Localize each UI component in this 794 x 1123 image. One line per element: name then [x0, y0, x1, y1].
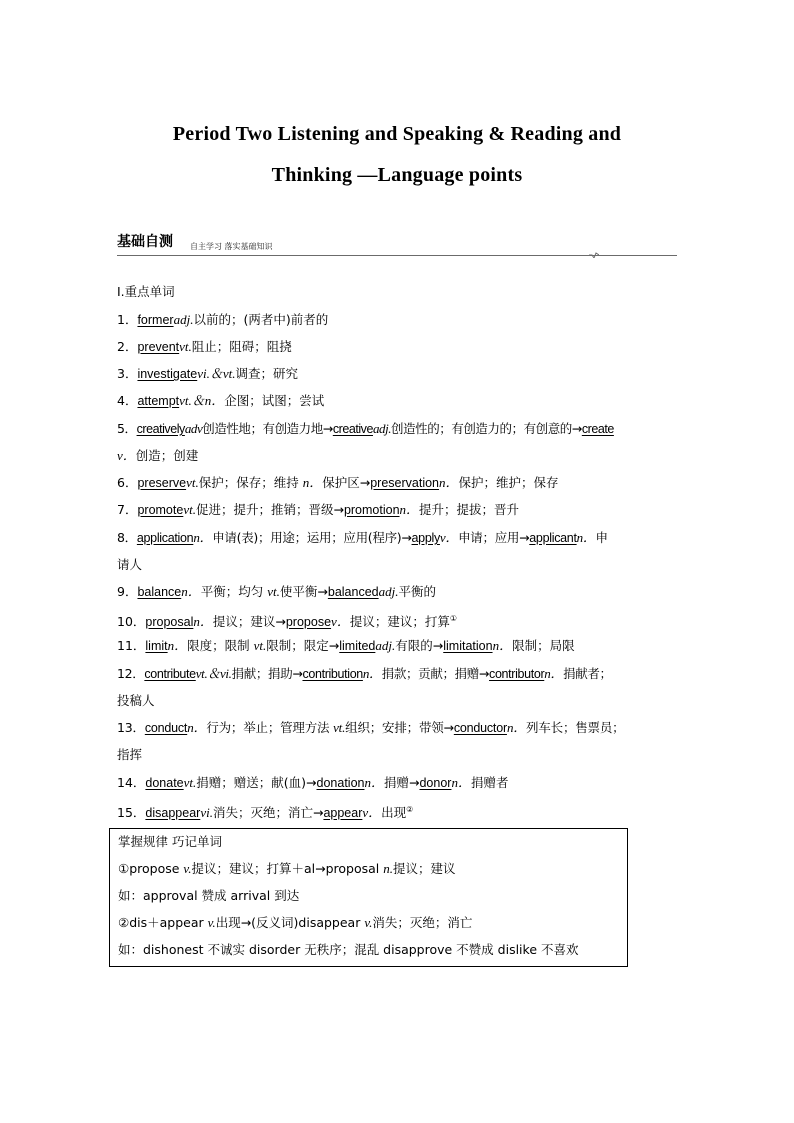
- item-number: 11．: [117, 638, 146, 653]
- tip-line: [118, 859, 456, 877]
- definition: 创造；创建: [135, 448, 199, 463]
- part-of-speech: adv: [184, 421, 203, 436]
- vocab-word: creatively: [136, 422, 185, 436]
- part-of-speech: n．: [181, 584, 201, 599]
- part-of-speech: vi.＆vt.: [197, 366, 236, 381]
- vocab-word: conduct: [144, 721, 188, 735]
- item-number: 10．: [117, 614, 146, 630]
- page-title-line-1: Period Two Listening and Speaking & Reading and: [172, 123, 622, 145]
- definition: 使平衡→: [279, 584, 328, 599]
- part-of-speech: adj.: [375, 638, 396, 653]
- part-of-speech: vt.: [179, 339, 192, 354]
- vocab-item: [117, 637, 575, 655]
- footnote-marker: ②: [406, 805, 414, 814]
- part-of-speech: v．: [117, 448, 136, 463]
- item-number: 15．: [117, 805, 146, 821]
- vocab-word: proposal: [145, 615, 194, 630]
- vocab-word: contribute: [144, 667, 196, 681]
- part-of-speech: n．: [451, 775, 471, 790]
- part-of-speech: n．: [193, 614, 213, 630]
- tip-text: 消失；灭绝；消亡: [372, 915, 473, 930]
- item-number: 13．: [117, 720, 145, 735]
- definition: 创造性地；有创造力地→: [202, 421, 333, 436]
- vocab-word: preserve: [137, 476, 187, 490]
- tip-example: 如：dishonest 不诚实 disorder 无秩序；混乱 disapprove 不赞成 dislike 不喜欢: [118, 942, 579, 957]
- part-of-speech: n．: [167, 638, 188, 653]
- item-number: 14．: [117, 775, 146, 790]
- vocab-item: [117, 392, 324, 410]
- definition: 有限的→: [395, 638, 444, 653]
- related-word: create: [581, 422, 614, 436]
- part-of-speech: n．: [439, 475, 459, 490]
- part-of-speech: v．: [362, 805, 382, 821]
- definition: 限度；限制: [187, 638, 254, 653]
- vocab-item: [117, 719, 624, 737]
- vocab-word: promote: [137, 503, 184, 517]
- definition: 申请(表)；用途；运用；应用(程序)→: [212, 530, 412, 545]
- part-of-speech: n．: [187, 720, 207, 735]
- tip-text: 出现→(反义词)disappear: [215, 915, 365, 930]
- definition: 申请；应用→: [458, 530, 530, 545]
- tip-line: [118, 913, 472, 931]
- tip-example: 如：approval 赞成 arrival 到达: [118, 888, 300, 903]
- part-of-speech: vt.: [183, 775, 197, 790]
- vocab-item-continuation: 投稿人: [117, 693, 155, 708]
- related-word: donor: [419, 776, 452, 790]
- related-word: donation: [316, 776, 365, 790]
- definition: 捐赠→: [384, 775, 420, 790]
- related-word: propose: [285, 615, 332, 630]
- definition: 促进；提升；推销；晋级→: [195, 502, 344, 517]
- item-number: 6．: [117, 475, 138, 490]
- definition: 行为；举止；管理方法: [206, 720, 334, 735]
- part-of-speech: vt.: [253, 638, 267, 653]
- tip-box-title: 掌握规律 巧记单词: [118, 834, 222, 849]
- part-of-speech: adj.: [372, 421, 392, 436]
- section-header: [117, 231, 677, 257]
- part-of-speech: v．: [331, 614, 350, 630]
- part-of-speech: n．: [362, 666, 382, 681]
- definition: 阻止；阻碍；阻挠: [191, 339, 292, 354]
- definition: 限制；限定→: [266, 638, 340, 653]
- part-of-speech: n．: [193, 530, 213, 545]
- divider-notch-icon: [589, 250, 599, 258]
- part-of-speech: vt.＆n．: [179, 393, 225, 408]
- vocab-item-continuation: 请人: [117, 557, 143, 572]
- vocab-item: [117, 774, 509, 792]
- related-word: promotion: [343, 503, 400, 517]
- item-number: 5．: [117, 421, 137, 436]
- related-word: limited: [339, 639, 376, 653]
- tip-text: 提议；建议；打算＋al→proposal: [191, 861, 384, 876]
- vocab-item: [117, 338, 292, 356]
- vocab-word: application: [136, 531, 194, 545]
- part-of-speech: n．: [399, 502, 420, 517]
- part-of-speech: v.: [207, 915, 216, 930]
- part-of-speech: vt.: [186, 475, 199, 490]
- part-of-speech: n．: [544, 666, 564, 681]
- definition: 捐款；贡献；捐赠→: [381, 666, 490, 681]
- definition: 捐赠；赠送；献(血)→: [196, 775, 317, 790]
- related-word: creative: [332, 422, 373, 436]
- part-of-speech: vt.＆vi.: [195, 666, 232, 681]
- item-number: 9．: [117, 584, 138, 599]
- tip-text: ②dis＋appear: [118, 915, 208, 930]
- item-number: 7．: [117, 502, 138, 517]
- part-of-speech: n．: [302, 475, 323, 490]
- part-of-speech: n．: [506, 720, 527, 735]
- definition: 调查；研究: [235, 366, 298, 381]
- vocab-item-continuation: [117, 447, 198, 465]
- definition: 出现: [381, 805, 407, 821]
- vocab-item: [117, 365, 298, 383]
- definition: 组织；安排；带领→: [345, 720, 454, 735]
- vocab-word: attempt: [137, 394, 180, 408]
- part-of-speech: vt.: [333, 720, 346, 735]
- definition: 列车长；售票员；: [526, 720, 625, 735]
- vocab-item: [117, 665, 612, 683]
- item-number: 2．: [117, 339, 138, 354]
- vocab-item-continuation: 指挥: [117, 747, 143, 762]
- vocab-item: [117, 801, 413, 822]
- related-word: contribution: [302, 667, 363, 681]
- page-title-line-2: Thinking —Language points: [271, 164, 523, 186]
- related-word: appear: [323, 806, 363, 821]
- definition: 提议；建议→: [212, 614, 286, 630]
- definition: 平衡的: [398, 584, 437, 599]
- definition: 保护；保存；维持: [198, 475, 303, 490]
- section-title: 基础自测: [117, 234, 173, 250]
- item-number: 1．: [117, 312, 138, 327]
- vocab-word: disappear: [145, 806, 201, 821]
- related-word: contributor: [489, 667, 545, 681]
- definition: 捐献者；: [563, 666, 612, 681]
- item-number: 12．: [117, 666, 145, 681]
- vocab-item: [117, 311, 328, 329]
- part-of-speech: adj.: [173, 312, 194, 327]
- definition: 捐献；捐助→: [231, 666, 303, 681]
- definition: 保护；维护；保存: [458, 475, 559, 490]
- definition: 提升；提拔；晋升: [419, 502, 520, 517]
- vocab-item: [117, 420, 614, 438]
- footnote-marker: ①: [449, 614, 458, 623]
- definition: 企图；试图；尝试: [224, 393, 325, 408]
- related-word: balanced: [327, 585, 379, 599]
- vocab-word: prevent: [137, 340, 180, 354]
- item-number: 4．: [117, 393, 138, 408]
- definition: 创造性的；有创造力的；有创意的→: [391, 421, 582, 436]
- vocab-item: [117, 501, 519, 519]
- related-word: apply: [411, 531, 440, 545]
- part-of-speech: n.: [383, 861, 393, 876]
- part-of-speech: v.: [364, 915, 373, 930]
- related-word: conductor: [453, 721, 507, 735]
- definition: 申: [595, 530, 608, 545]
- section-subtitle: 自主学习 落实基础知识: [190, 242, 273, 251]
- part-of-speech: v.: [183, 861, 192, 876]
- part-of-speech: adj.: [378, 584, 399, 599]
- definition: 保护区→: [322, 475, 371, 490]
- definition: 提议；建议；打算: [349, 614, 450, 630]
- definition: 平衡；均匀: [200, 584, 268, 599]
- definition: 以前的；(两者中)前者的: [193, 312, 329, 327]
- tip-text: ①propose: [118, 861, 184, 876]
- item-number: 3．: [117, 366, 138, 381]
- definition: 消失；灭绝；消亡→: [212, 805, 324, 821]
- section-heading: Ⅰ.重点单词: [117, 284, 175, 299]
- part-of-speech: vi.: [200, 805, 213, 821]
- vocab-word: investigate: [137, 367, 198, 381]
- vocab-item: [117, 474, 559, 492]
- part-of-speech: n．: [576, 530, 596, 545]
- related-word: limitation: [443, 639, 493, 653]
- vocab-item: [117, 610, 457, 631]
- definition: 限制；局限: [512, 638, 575, 653]
- tip-text: 提议；建议: [393, 861, 456, 876]
- part-of-speech: v．: [439, 530, 459, 545]
- related-word: applicant: [529, 531, 577, 545]
- part-of-speech: n．: [492, 638, 513, 653]
- vocab-word: donate: [145, 776, 184, 790]
- vocab-item: [117, 529, 608, 547]
- vocab-word: former: [137, 313, 174, 327]
- vocab-word: limit: [145, 639, 168, 653]
- vocab-item: [117, 583, 436, 601]
- item-number: 8．: [117, 530, 137, 545]
- part-of-speech: n．: [364, 775, 384, 790]
- memory-tip-box: [109, 828, 628, 967]
- part-of-speech: vt.: [267, 584, 280, 599]
- related-word: preservation: [370, 476, 440, 490]
- vocab-word: balance: [137, 585, 182, 599]
- definition: 捐赠者: [470, 775, 509, 790]
- part-of-speech: vt.: [183, 502, 196, 517]
